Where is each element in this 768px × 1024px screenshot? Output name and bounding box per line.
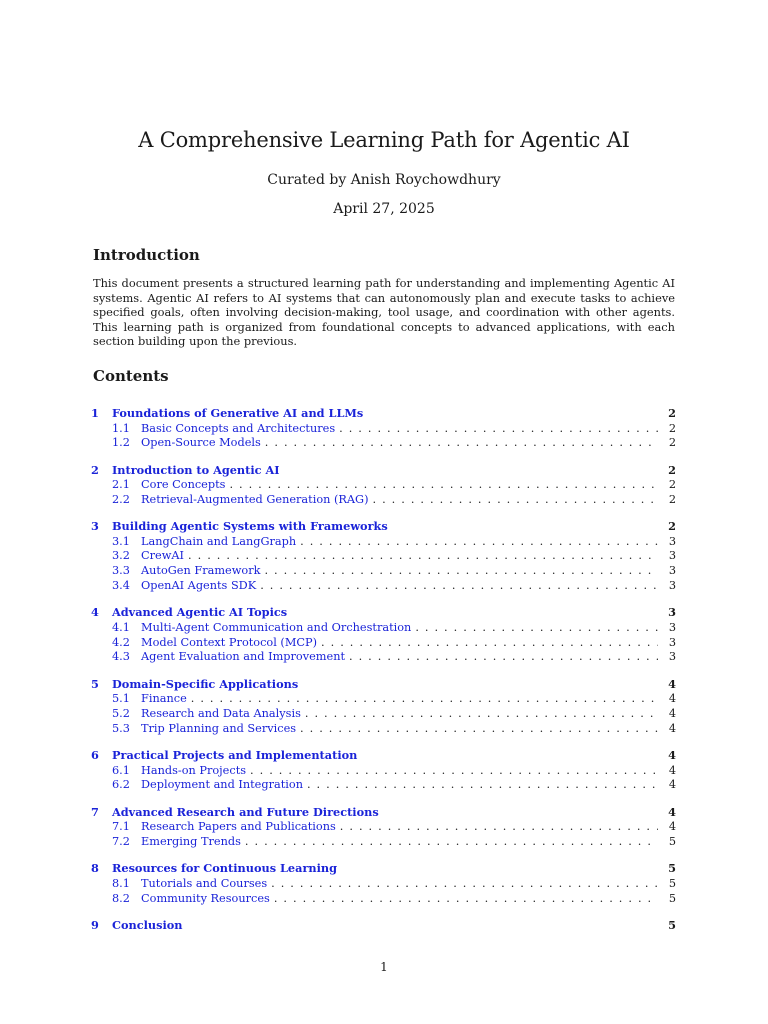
toc-leader xyxy=(274,892,658,905)
toc-page-number: 2 xyxy=(668,492,676,506)
toc-section-link[interactable] xyxy=(91,861,676,877)
toc-leader xyxy=(305,707,658,720)
toc-subsection-number[interactable]: 3.4 xyxy=(112,579,130,593)
toc-page-number: 3 xyxy=(668,534,676,548)
toc-subsection-number[interactable]: 8.2 xyxy=(112,891,130,905)
toc-section-title[interactable]: Conclusion xyxy=(112,917,183,932)
toc-subsection-number[interactable]: 5.3 xyxy=(112,721,130,735)
toc-leader xyxy=(307,778,658,791)
toc-section xyxy=(91,805,676,850)
toc-section xyxy=(91,605,676,665)
toc-subsection-number[interactable]: 4.3 xyxy=(112,650,130,664)
toc-subsection-title[interactable]: Open-Source Models xyxy=(141,436,261,450)
toc-page-number: 2 xyxy=(668,436,676,450)
toc-subsection-link[interactable] xyxy=(91,778,676,793)
toc-subsection-link[interactable] xyxy=(91,764,676,779)
toc-page-number: 5 xyxy=(668,876,676,890)
toc-section xyxy=(91,677,676,737)
document-author: Curated by Anish Roychowdhury xyxy=(267,172,501,188)
page-number: 1 xyxy=(380,960,388,974)
toc-section-title[interactable]: Introduction to Agentic AI xyxy=(112,462,280,477)
toc-subsection-title[interactable]: Research Papers and Publications xyxy=(141,820,336,834)
introduction-paragraph: This document presents a structured learning path for understanding and implementing Agentic AI systems. Agentic AI refers to AI systems that can autonomously plan and execute tasks to achieve specified goals, often involving decision-making, tool usage, and coordination with other agents. This learning path is organized from foundational concepts to advanced applications, with each section building upon the previous. xyxy=(93,276,675,348)
table-of-contents xyxy=(91,406,676,945)
toc-section-number[interactable]: 1 xyxy=(91,406,99,420)
toc-leader xyxy=(373,493,659,506)
toc-subsection-title[interactable]: Multi-Agent Communication and Orchestration xyxy=(141,620,412,634)
toc-subsection-title[interactable]: AutoGen Framework xyxy=(141,564,261,578)
toc-leader xyxy=(245,835,658,848)
toc-subsection-number[interactable]: 1.1 xyxy=(112,421,130,435)
toc-subsection-title[interactable]: Hands-on Projects xyxy=(141,763,247,777)
toc-subsection-title[interactable]: Model Context Protocol (MCP) xyxy=(141,635,318,649)
toc-subsection-number[interactable]: 5.1 xyxy=(112,692,130,706)
toc-subsection-number[interactable]: 1.2 xyxy=(112,436,130,450)
toc-subsection-link[interactable] xyxy=(91,636,676,651)
toc-subsection-link[interactable] xyxy=(91,493,676,508)
toc-leader xyxy=(271,877,658,890)
document-title: A Comprehensive Learning Path for Agentic AI xyxy=(138,128,630,152)
toc-subsection-link[interactable] xyxy=(91,478,676,493)
toc-subsection-link[interactable] xyxy=(91,621,676,636)
toc-page-number: 2 xyxy=(668,478,676,492)
toc-subsection-number[interactable]: 4.2 xyxy=(112,635,130,649)
toc-section-link[interactable] xyxy=(91,677,676,693)
toc-subsection-title[interactable]: CrewAI xyxy=(141,549,185,563)
toc-subsection-link[interactable] xyxy=(91,549,676,564)
toc-section-number[interactable]: 3 xyxy=(91,519,99,534)
toc-subsection-number[interactable]: 7.1 xyxy=(112,820,130,834)
toc-subsection-title[interactable]: OpenAI Agents SDK xyxy=(141,579,257,593)
toc-page-number: 4 xyxy=(668,676,676,691)
toc-subsection-title[interactable]: Basic Concepts and Architectures xyxy=(141,421,336,435)
toc-leader xyxy=(188,549,658,562)
toc-section-link[interactable] xyxy=(91,463,676,479)
toc-subsection-title[interactable]: Deployment and Integration xyxy=(141,778,303,792)
toc-section-link[interactable] xyxy=(91,918,676,934)
toc-section-title[interactable]: Advanced Research and Future Directions xyxy=(112,804,379,819)
toc-section-title[interactable]: Practical Projects and Implementation xyxy=(112,748,358,763)
toc-subsection-link[interactable] xyxy=(91,892,676,907)
toc-page-number: 4 xyxy=(668,721,676,735)
toc-section xyxy=(91,463,676,508)
toc-leader xyxy=(300,535,658,548)
toc-leader xyxy=(260,579,658,592)
toc-page-number: 2 xyxy=(668,406,676,420)
toc-subsection-link[interactable] xyxy=(91,650,676,665)
toc-subsection-number[interactable]: 6.1 xyxy=(112,763,130,777)
toc-leader xyxy=(265,436,658,449)
toc-section-title[interactable]: Building Agentic Systems with Frameworks xyxy=(112,519,388,534)
toc-subsection-title[interactable]: Tutorials and Courses xyxy=(141,876,268,890)
toc-page-number: 2 xyxy=(668,462,676,477)
toc-page-number: 3 xyxy=(668,605,676,620)
toc-page-number: 2 xyxy=(668,519,676,534)
toc-section-number[interactable]: 6 xyxy=(91,748,99,763)
toc-subsection-number[interactable]: 5.2 xyxy=(112,707,130,721)
document-date: April 27, 2025 xyxy=(333,201,435,217)
toc-section-link[interactable] xyxy=(91,406,676,422)
toc-subsection-title[interactable]: Agent Evaluation and Improvement xyxy=(141,650,346,664)
toc-section xyxy=(91,519,676,594)
toc-subsection-title[interactable]: LangChain and LangGraph xyxy=(141,534,297,548)
toc-page-number: 5 xyxy=(668,891,676,905)
contents-heading: Contents xyxy=(93,367,169,385)
toc-subsection-link[interactable] xyxy=(91,722,676,737)
toc-section-title[interactable]: Foundations of Generative AI and LLMs xyxy=(112,406,364,420)
toc-subsection-link[interactable] xyxy=(91,535,676,550)
toc-section-link[interactable] xyxy=(91,605,676,621)
toc-subsection-title[interactable]: Emerging Trends xyxy=(141,835,241,849)
toc-subsection-number[interactable]: 2.2 xyxy=(112,492,130,506)
toc-subsection-link[interactable] xyxy=(91,835,676,850)
toc-page-number: 4 xyxy=(668,707,676,721)
toc-subsection-link[interactable] xyxy=(91,692,676,707)
toc-page-number: 4 xyxy=(668,804,676,819)
toc-subsection-title[interactable]: Finance xyxy=(141,692,187,706)
toc-page-number: 4 xyxy=(668,820,676,834)
toc-section-title[interactable]: Domain-Specific Applications xyxy=(112,676,299,691)
toc-section xyxy=(91,918,676,934)
toc-page-number: 4 xyxy=(668,763,676,777)
toc-page-number: 5 xyxy=(668,861,676,876)
toc-leader xyxy=(264,564,658,577)
toc-section-link[interactable] xyxy=(91,519,676,535)
toc-page-number: 5 xyxy=(668,917,676,932)
toc-leader xyxy=(300,722,658,735)
toc-subsection-link[interactable] xyxy=(91,579,676,594)
toc-subsection-number[interactable]: 3.3 xyxy=(112,564,130,578)
toc-section-link[interactable] xyxy=(91,748,676,764)
toc-subsection-title[interactable]: Core Concepts xyxy=(141,478,226,492)
toc-section-title[interactable]: Resources for Continuous Learning xyxy=(112,861,338,876)
toc-subsection-link[interactable] xyxy=(91,707,676,722)
toc-leader xyxy=(340,820,658,833)
introduction-heading: Introduction xyxy=(93,246,200,264)
toc-subsection-link[interactable] xyxy=(91,436,676,451)
toc-section xyxy=(91,861,676,906)
toc-subsection-number[interactable]: 3.2 xyxy=(112,549,130,563)
toc-leader xyxy=(415,621,658,634)
toc-leader xyxy=(229,478,658,491)
toc-page-number: 3 xyxy=(668,564,676,578)
toc-page-number: 3 xyxy=(668,620,676,634)
toc-leader xyxy=(250,764,658,777)
toc-section-title[interactable]: Advanced Agentic AI Topics xyxy=(112,605,288,620)
toc-subsection-number[interactable]: 7.2 xyxy=(112,835,130,849)
toc-leader xyxy=(349,650,658,663)
toc-subsection-title[interactable]: Trip Planning and Services xyxy=(141,721,297,735)
toc-subsection-title[interactable]: Research and Data Analysis xyxy=(141,707,301,721)
toc-leader xyxy=(321,636,658,649)
toc-page-number: 5 xyxy=(668,835,676,849)
toc-page-number: 4 xyxy=(668,692,676,706)
toc-page-number: 3 xyxy=(668,549,676,563)
toc-subsection-title[interactable]: Community Resources xyxy=(141,891,270,905)
toc-subsection-number[interactable]: 8.1 xyxy=(112,876,130,890)
toc-subsection-number[interactable]: 4.1 xyxy=(112,620,130,634)
toc-section-number[interactable]: 9 xyxy=(91,917,99,932)
toc-subsection-link[interactable] xyxy=(91,422,676,437)
toc-subsection-number[interactable]: 3.1 xyxy=(112,534,130,548)
toc-subsection-title[interactable]: Retrieval-Augmented Generation (RAG) xyxy=(141,492,369,506)
toc-section-link[interactable] xyxy=(91,805,676,821)
toc-section-number[interactable]: 5 xyxy=(91,676,99,691)
toc-section xyxy=(91,748,676,793)
toc-section-number[interactable]: 7 xyxy=(91,804,99,819)
toc-page-number: 4 xyxy=(668,778,676,792)
toc-page-number: 3 xyxy=(668,650,676,664)
toc-page-number: 4 xyxy=(668,748,676,763)
toc-leader xyxy=(339,422,658,435)
toc-section-number[interactable]: 4 xyxy=(91,605,99,620)
toc-section-number[interactable]: 2 xyxy=(91,462,99,477)
toc-subsection-link[interactable] xyxy=(91,564,676,579)
toc-subsection-link[interactable] xyxy=(91,820,676,835)
toc-subsection-number[interactable]: 6.2 xyxy=(112,778,130,792)
toc-page-number: 3 xyxy=(668,635,676,649)
toc-subsection-link[interactable] xyxy=(91,877,676,892)
toc-page-number: 3 xyxy=(668,579,676,593)
toc-page-number: 2 xyxy=(668,421,676,435)
toc-subsection-number[interactable]: 2.1 xyxy=(112,478,130,492)
toc-section xyxy=(91,406,676,451)
toc-leader xyxy=(191,692,658,705)
toc-section-number[interactable]: 8 xyxy=(91,861,99,876)
